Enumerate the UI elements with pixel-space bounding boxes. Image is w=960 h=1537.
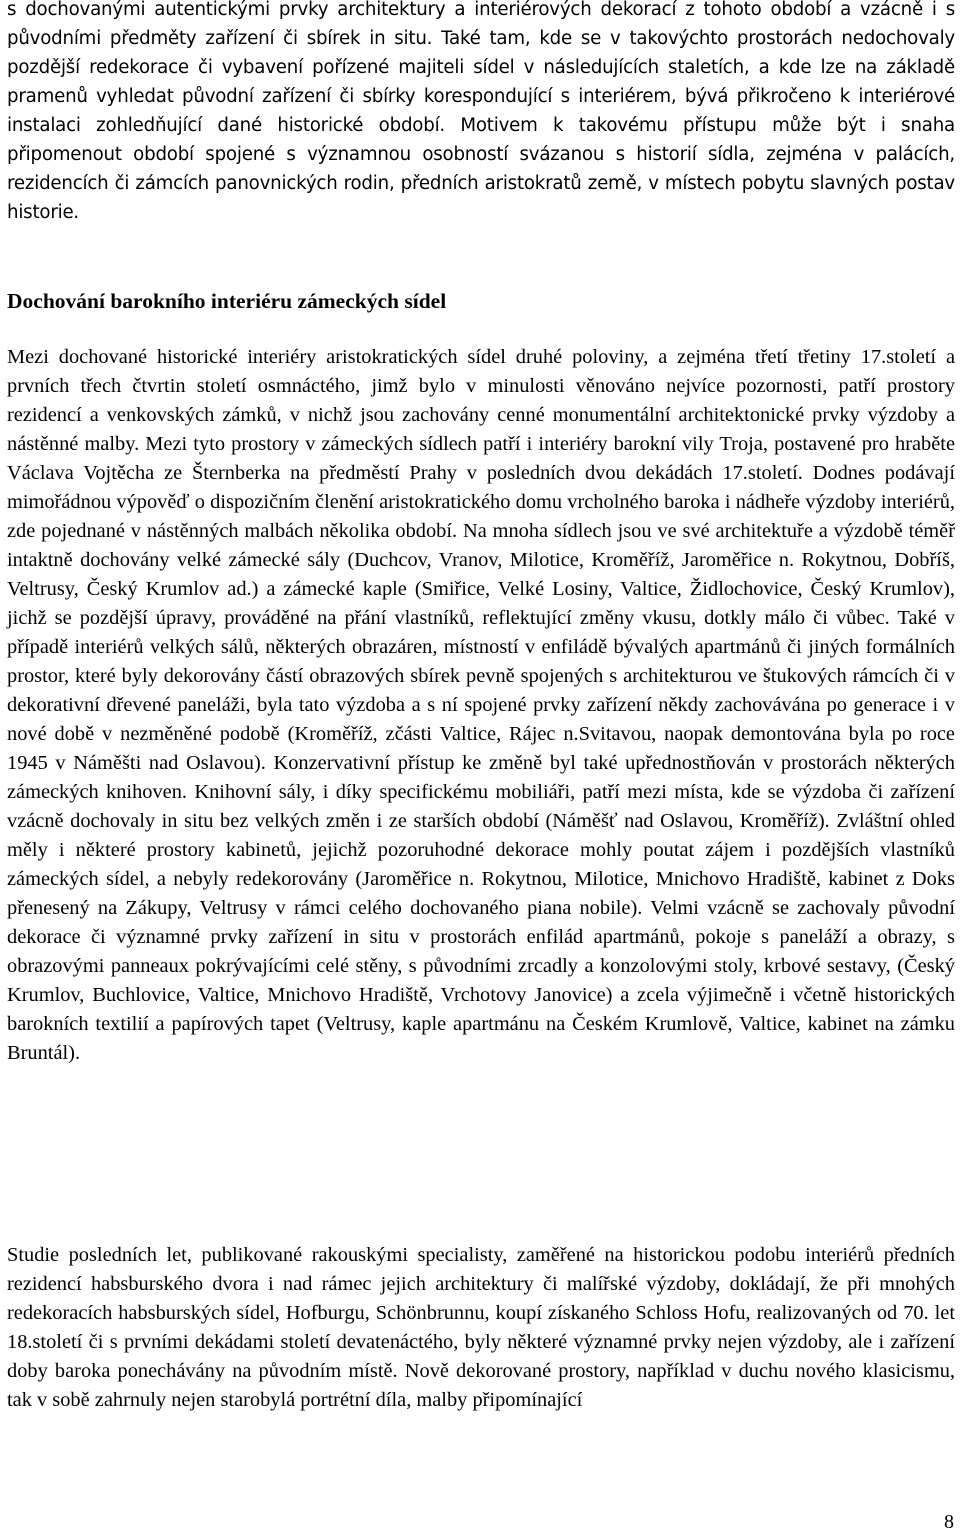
paragraph-baroque-interiors: Mezi dochované historické interiéry aristokratických sídel druhé poloviny, a zejména třetí třetiny 17.století a prvních třech čtvrtin století osmnáctého, jimž bylo v minulosti věnováno nejvíce pozornosti, patří prostory rezidencí a venkovských zámků, v nichž jsou zachovány cenné monumentální architektonické prvky výzdoby a nástěnné malby. Mezi tyto prostory v zámeckých sídlech patří i interiéry barokní vily Troja, postavené pro hraběte Václava Vojtěcha ze Šternberka na předměstí Prahy v posledních dvou dekádách 17.století. Dodnes podávají mimořádnou výpověď o dispozičním členění aristokratického domu vrcholného baroka i nádheře výzdoby interiérů, zde pojednané v nástěnných malbách několika období. Na mnoha sídlech jsou ve své architektuře a výzdobě téměř intaktně dochovány velké zámecké sály (Duchcov, Vranov, Milotice, Kroměříž, Jaroměřice n. Rokytnou, Dobříš, Veltrusy, Český Krumlov ad.) a zámecké kaple (Smiřice, Velké Losiny, Valtice, Židlochovice, Český Krumlov), jichž se pozdější úpravy, prováděné na přání vlastníků, reflektující změny vkusu, dotkly málo či vůbec. Také v případě interiérů velkých sálů, některých obrazáren, místností v enfiládě bývalých apartmánů či jiných formálních prostor, které byly dekorovány částí obrazových sbírek pevně spojených s architekturou ve štukových rámcích či v dekorativní dřevené paneláži, byla tato výzdoba a s ní spojené prvky zařízení někdy zachovávána po generace i v nové době v nezměněné podobě (Kroměříž, zčásti Valtice, Rájec n.Svitavou, naopak demontována byla po roce 1945 v Náměšti nad Oslavou). Konzervativní přístup ke změně byl také upřednostňován v prostorách některých zámeckých knihoven. Knihovní sály, i díky specifickému mobiliáři, patří mezi místa, kde se výzdoba či zařízení vzácně dochovaly in situ bez velkých změn i ze starších období (Náměšť nad Oslavou, Kroměříž). Zvláštní ohled měly i některé prostory kabinetů, jejichž pozoruhodné dekorace mohly poutat zájem i pozdějších vlastníků zámeckých sídel, a nebyly redekorovány (Jaroměřice n. Rokytnou, Milotice, Mnichovo Hradiště, kabinet z Doks přenesený na Zákupy, Veltrusy v rámci celého dochovaného piana nobile). Velmi vzácně se zachovaly původní dekorace či významné prvky zařízení in situ v prostorách enfilád apartmánů, pokoje s paneláží a obrazy, s obrazovými panneaux pokrývajícími celé stěny, s původními zrcadly a konzolovými stoly, krbové sestavy, (Český Krumlov, Buchlovice, Valtice, Mnichovo Hradiště, Vrchotovy Janovice) a zcela výjimečně i včetně historických barokních textilií a papírových tapet (Veltrusy, kaple apartmánu na Českém Krumlově, Valtice, kabinet na zámku Bruntál). [7, 346, 955, 1064]
paragraph-recent-studies: Studie posledních let, publikované rakouskými specialisty, zaměřené na historickou podobu interiérů předních rezidencí habsburského dvora i nad rámec jejich architektury či malířské výzdoby, dokládají, že při mnohých redekoracích habsburských sídel, Hofburgu, Schönbrunnu, koupí získaného Schloss Hofu, realizovaných od 70. let 18.století či s prvními dekádami století devatenáctého, byly některé významné prvky nejen výzdoby, ale i zařízení doby baroka ponechávány na původním místě. Nově dekorované prostory, například v duchu nového klasicismu, tak v sobě zahrnuly nejen starobylá portrétní díla, malby připomínající [7, 1244, 955, 1411]
paragraph-intro: s dochovanými autentickými prvky architektury a interiérových dekorací z tohoto období a vzácně i s původními předměty zařízení či sbírek in situ. Také tam, kde se v takovýchto prostorách nedochovaly pozdější redekorace či vybavení pořízené majiteli sídel v následujících staletích, a kde lze na základě pramenů vyhledat původní zařízení či sbírky korespondující s interiérem, bývá přikročeno k interiérové instalaci zohledňující dané historické období. Motivem k takovému přístupu může být i snaha připomenout období spojené s významnou osobností svázanou s historií sídla, zejména v palácích, rezidencích či zámcích panovnických rodin, předních aristokratů země, v místech pobytu slavných postav historie. [7, 0, 955, 223]
section-heading: Dochování barokního interiéru zámeckých sídel [7, 289, 447, 313]
page-number: 8 [944, 1511, 954, 1533]
